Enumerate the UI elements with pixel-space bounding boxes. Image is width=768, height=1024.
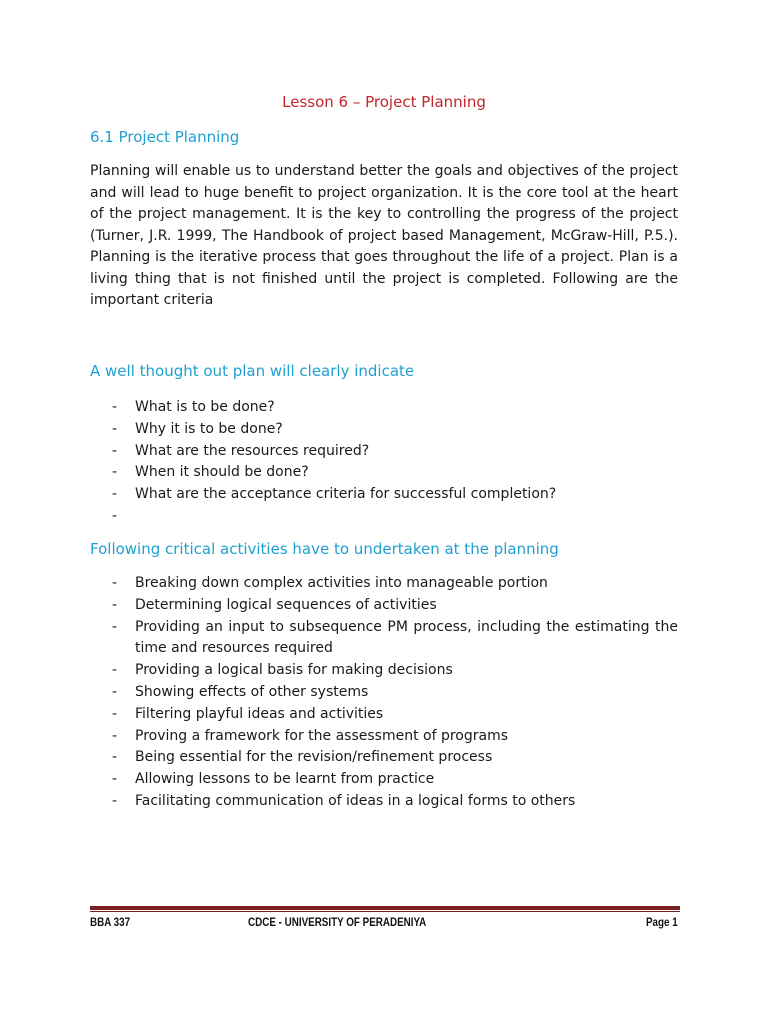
bullet-dash: - — [112, 575, 118, 591]
plan-heading: A well thought out plan will clearly indicate — [90, 362, 415, 380]
list-item — [90, 791, 678, 813]
list-item-text: Allowing lessons to be learnt from practice — [135, 771, 435, 788]
footer-institution: CDCE - UNIVERSITY OF PERADENIYA — [248, 915, 427, 929]
bullet-dash: - — [112, 442, 118, 459]
bullet-dash: - — [112, 771, 118, 788]
list-item — [90, 747, 678, 769]
list-item — [90, 573, 678, 595]
list-item — [90, 704, 678, 726]
list-item — [90, 397, 678, 419]
list-item-text: When it should be done? — [135, 464, 309, 481]
list-item-text — [135, 508, 139, 524]
list-item-text: Filtering playful ideas and activities — [135, 705, 384, 722]
list-item-text: What are the acceptance criteria for successful completion? — [135, 486, 557, 503]
list-item-text: Proving a framework for the assessment of programs — [135, 727, 509, 744]
bullet-dash: - — [112, 792, 118, 809]
bullet-dash: - — [112, 596, 118, 613]
bullet-dash: - — [112, 486, 118, 503]
footer-page-number: Page 1 — [646, 915, 678, 929]
list-item-text: Providing a logical basis for making decisions — [135, 662, 453, 679]
list-item — [90, 484, 678, 506]
bullet-dash: - — [112, 683, 118, 700]
list-item — [90, 506, 678, 528]
bullet-dash: - — [112, 464, 118, 481]
activities-heading: Following critical activities have to undertaken at the planning — [90, 540, 559, 558]
list-item — [90, 617, 678, 661]
list-item-text: Facilitating communication of ideas in a logical forms to others — [135, 792, 576, 809]
list-item-text: What is to be done? — [135, 399, 275, 415]
footer-rule — [90, 906, 680, 910]
activities-list — [90, 573, 678, 813]
list-item — [90, 682, 678, 704]
list-item — [90, 769, 678, 791]
footer-rule-thin — [90, 911, 680, 912]
list-item — [90, 462, 678, 484]
list-item-text: Breaking down complex activities into manageable portion — [135, 575, 548, 591]
list-item — [90, 419, 678, 441]
list-item-text: Determining logical sequences of activities — [135, 596, 437, 613]
bullet-dash: - — [112, 618, 118, 635]
list-item — [90, 726, 678, 748]
lesson-title: Lesson 6 – Project Planning — [282, 93, 486, 111]
list-item-text: Being essential for the revision/refinement process — [135, 749, 493, 766]
list-item — [90, 660, 678, 682]
bullet-dash: - — [112, 749, 118, 766]
intro-paragraph: Planning will enable us to understand better the goals and objectives of the project and will lead to huge benefit to project organization. It is the core tool at the heart of the project management. It is the key to controlling the progress of the project (Turner, J.R. 1999, The Handbook of project based Management, McGraw-Hill, P.5.). Planning is the iterative process that goes throughout the life of a project. Plan is a living thing that is not finished until the project is completed. Following are the important criteria — [90, 163, 678, 308]
list-item-text: What are the resources required? — [135, 442, 370, 459]
bullet-dash: - — [112, 727, 118, 744]
bullet-dash: - — [112, 705, 118, 722]
list-item-text: Providing an input to subsequence PM process, including the estimating the time and resources required — [135, 618, 678, 657]
bullet-dash: - — [112, 399, 118, 415]
list-item — [90, 441, 678, 463]
list-item — [90, 595, 678, 617]
bullet-dash: - — [112, 662, 118, 679]
bullet-dash: - — [112, 507, 118, 524]
list-item-text: Why it is to be done? — [135, 420, 283, 437]
plan-list — [90, 397, 678, 528]
list-item-text: Showing effects of other systems — [135, 683, 369, 700]
footer-course-code: BBA 337 — [90, 915, 131, 929]
section-heading: 6.1 Project Planning — [90, 128, 240, 146]
bullet-dash: - — [112, 420, 118, 437]
